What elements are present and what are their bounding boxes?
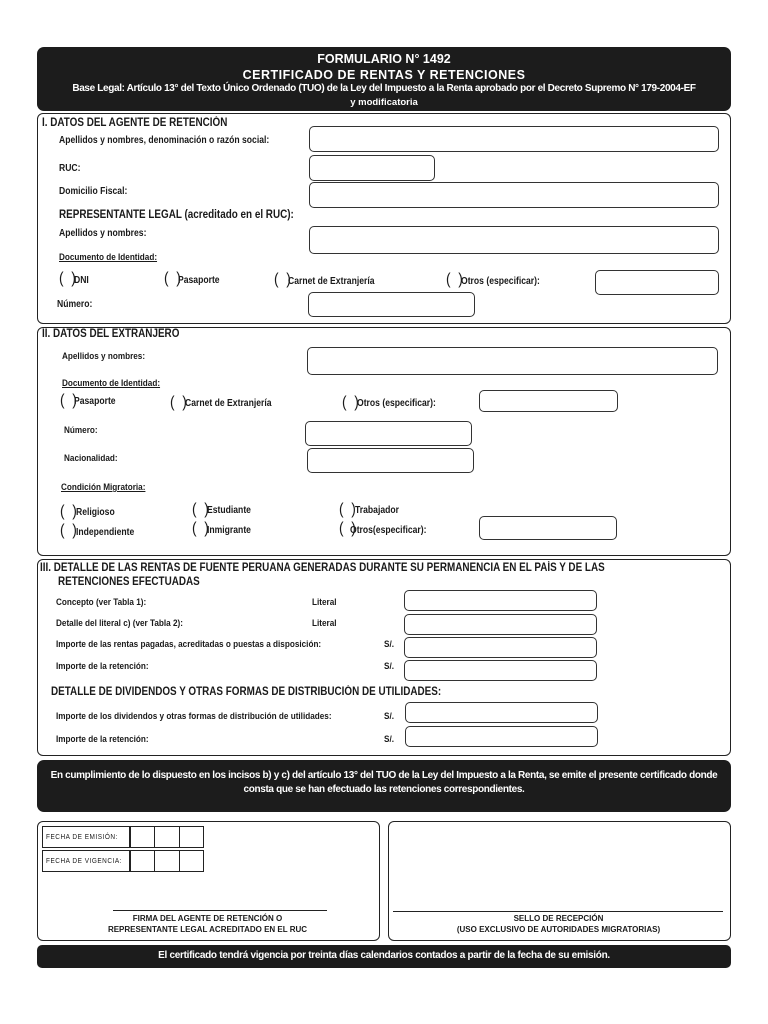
income-currency: S/. (384, 639, 394, 650)
other-status-checkbox[interactable]: ( ) (339, 520, 356, 537)
rep-name-label: Apellidos y nombres: (59, 228, 147, 239)
signature-caption (37, 914, 378, 936)
agent-name-input[interactable] (309, 126, 719, 152)
student-option-label: Estudiante (207, 505, 251, 516)
other-status-input[interactable] (479, 516, 617, 540)
foreigner-other-doc-label: Otros (especificar): (357, 398, 436, 409)
foreigner-passport-label: Pasaporte (74, 396, 116, 407)
ruc-input[interactable] (309, 155, 435, 181)
validity-date-month[interactable] (154, 850, 180, 872)
signature-line (113, 910, 327, 911)
concept-literal-input[interactable] (404, 590, 597, 611)
foreign-card-checkbox[interactable]: ( ) (274, 271, 291, 288)
compliance-notice-line2: consta que se han efectuado las retenciones correspondientes. (243, 784, 525, 795)
issue-date-day[interactable] (130, 826, 155, 848)
validity-footer-text: El certificado tendrá vigencia por treinta días calendarios contados a partir de la fecha de su emisión. (158, 950, 610, 961)
foreigner-name-input[interactable] (307, 347, 718, 375)
address-label: Domicilio Fiscal: (59, 186, 128, 197)
stamp-caption-line1: SELLO DE RECEPCIÓN (513, 914, 604, 923)
rep-number-label: Número: (57, 299, 93, 310)
dividends-currency: S/. (384, 711, 394, 722)
foreigner-number-label: Número: (64, 425, 98, 436)
address-input[interactable] (309, 182, 719, 208)
worker-checkbox[interactable]: ( ) (339, 501, 356, 518)
section-income-title: III. DETALLE DE LAS RENTAS DE FUENTE PERUANA GENERADAS DURANTE SU PERMANENCIA EN EL PAÍS Y DE LAS (40, 562, 605, 574)
nationality-input[interactable] (307, 448, 474, 473)
other-doc-input[interactable] (595, 270, 719, 295)
dividends-amount-input[interactable] (405, 702, 598, 723)
section-income-title-cont: RETENCIONES EFECTUADAS (58, 576, 200, 588)
dni-checkbox[interactable]: ( ) (59, 270, 76, 287)
issue-date-year[interactable] (179, 826, 204, 848)
section-foreigner-title: II. DATOS DEL EXTRANJERO (42, 328, 180, 340)
stamp-caption (388, 914, 729, 936)
withholding-currency: S/. (384, 661, 394, 672)
passport-checkbox[interactable]: ( ) (164, 270, 181, 287)
foreign-card-option-label: Carnet de Extranjería (288, 276, 375, 287)
other-doc-checkbox[interactable]: ( ) (446, 271, 463, 288)
immigrant-checkbox[interactable]: ( ) (192, 520, 209, 537)
rep-title: REPRESENTANTE LEGAL (acreditado en el RUC): (59, 209, 294, 221)
rep-name-input[interactable] (309, 226, 719, 254)
stamp-caption-line2: (USO EXCLUSIVO DE AUTORIDADES MIGRATORIAS) (456, 925, 661, 934)
issue-date-month[interactable] (154, 826, 180, 848)
detail-label: Detalle del literal c) (ver Tabla 2): (56, 618, 183, 629)
passport-option-label: Pasaporte (178, 275, 220, 286)
validity-date-label: FECHA DE VIGENCIA: (46, 856, 122, 865)
religious-checkbox[interactable]: ( ) (60, 503, 77, 520)
worker-option-label: Trabajador (355, 505, 399, 516)
rep-doc-label: Documento de Identidad: (59, 252, 158, 263)
foreigner-passport-checkbox[interactable]: ( ) (60, 392, 77, 409)
validity-date-day[interactable] (130, 850, 155, 872)
stamp-line (393, 911, 723, 912)
form-header (37, 47, 731, 111)
dividends-withholding-currency: S/. (384, 734, 394, 745)
foreigner-foreign-card-checkbox[interactable]: ( ) (170, 394, 187, 411)
compliance-notice-line1: En cumplimiento de lo dispuesto en los incisos b) y c) del artículo 13° del TUO de la Ley del Impuesto a la Renta, se emite el presente certificado donde (50, 770, 718, 781)
section-income (37, 559, 731, 756)
nationality-label: Nacionalidad: (64, 453, 118, 464)
detail-literal-input[interactable] (404, 614, 597, 635)
concept-literal-label: Literal (312, 597, 337, 608)
dividends-title: DETALLE DE DIVIDENDOS Y OTRAS FORMAS DE DISTRIBUCIÓN DE UTILIDADES: (51, 686, 442, 698)
issue-date-label: FECHA DE EMISIÓN: (46, 832, 118, 841)
signature-caption-line2: REPRESENTANTE LEGAL ACREDITADO EN EL RUC (107, 925, 308, 934)
foreigner-other-doc-input[interactable] (479, 390, 618, 412)
foreigner-doc-label: Documento de Identidad: (62, 378, 161, 389)
withholding-amount-label: Importe de la retención: (56, 661, 149, 672)
migratory-status-label: Condición Migratoria: (61, 482, 146, 493)
concept-label: Concepto (ver Tabla 1): (56, 597, 147, 608)
withholding-amount-input[interactable] (404, 660, 597, 681)
religious-option-label: Religioso (76, 507, 115, 518)
foreigner-number-input[interactable] (305, 421, 472, 446)
immigrant-option-label: Inmigrante (207, 525, 251, 536)
legal-basis-cont: y modificatoria (350, 97, 418, 108)
foreigner-name-label: Apellidos y nombres: (62, 351, 146, 362)
agent-name-label: Apellidos y nombres, denominación o razón social: (59, 135, 270, 146)
foreigner-foreign-card-label: Carnet de Extranjería (185, 398, 272, 409)
other-doc-option-label: Otros (especificar): (461, 276, 540, 287)
validity-date-label-cell (42, 850, 130, 872)
ruc-label: RUC: (59, 163, 81, 174)
form-number: FORMULARIO N° 1492 (317, 52, 451, 66)
validity-date-year[interactable] (179, 850, 204, 872)
foreigner-other-doc-checkbox[interactable]: ( ) (342, 394, 359, 411)
validity-date-row (42, 850, 202, 870)
form-title: CERTIFICADO DE RENTAS Y RETENCIONES (242, 68, 526, 82)
signature-caption-line1: FIRMA DEL AGENTE DE RETENCIÓN O (132, 914, 283, 923)
dividends-withholding-input[interactable] (405, 726, 598, 747)
issue-date-label-cell (42, 826, 130, 848)
student-checkbox[interactable]: ( ) (192, 501, 209, 518)
dni-option-label: DNI (74, 275, 89, 286)
compliance-notice (37, 760, 731, 812)
independent-checkbox[interactable]: ( ) (60, 522, 77, 539)
dividends-amount-label: Importe de los dividendos y otras formas de distribución de utilidades: (56, 711, 332, 722)
other-status-option-label: Otros(especificar): (350, 525, 427, 536)
legal-basis: Base Legal: Artículo 13° del Texto Único Ordenado (TUO) de la Ley del Impuesto a la Renta aprobado por el Decreto Supremo N° 179-2004-EF (72, 83, 696, 94)
income-amount-input[interactable] (404, 637, 597, 658)
detail-literal-label: Literal (312, 618, 337, 629)
independent-option-label: Independiente (76, 527, 135, 538)
income-amount-label: Importe de las rentas pagadas, acreditadas o puestas a disposición: (56, 639, 322, 650)
section-agent-title: I. DATOS DEL AGENTE DE RETENCIÓN (42, 117, 228, 129)
rep-number-input[interactable] (308, 292, 475, 317)
validity-footer (37, 945, 731, 968)
dividends-withholding-label: Importe de la retención: (56, 734, 149, 745)
issue-date-row (42, 826, 202, 846)
